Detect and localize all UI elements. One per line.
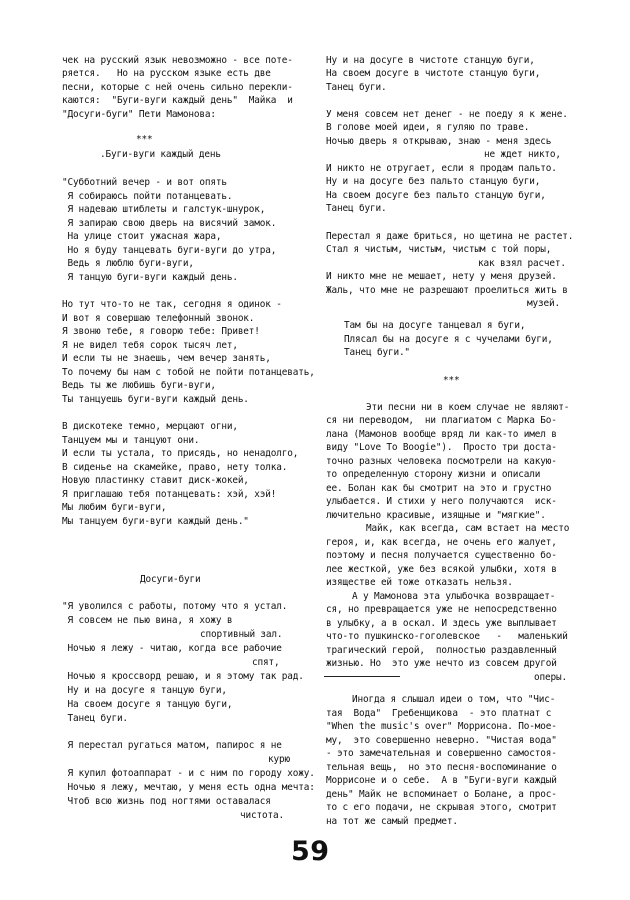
text-line: В сиденье на скамейке, право, нету толка. <box>62 462 288 473</box>
text-line: Мы любим буги-вуги, <box>62 502 167 513</box>
text-line: что-то пушкинско-гоголевское - маленький <box>326 631 568 642</box>
text-line: Майк, как всегда, сам встает на место <box>366 523 570 534</box>
text-line: Танцуем мы и танцуют они. <box>62 435 200 446</box>
text-line: На своем досуге в чистоте станцую буги, <box>326 68 541 79</box>
text-line: чистота. <box>240 810 284 821</box>
text-line: точно разных человека посмотрели на какую- <box>326 456 557 467</box>
text-line: Танец буги. <box>326 203 387 214</box>
text-line: Но тут что-то не так, сегодня я одинок - <box>62 299 282 310</box>
text-line: Чтоб всю жизнь под ногтями оставалася <box>62 796 271 807</box>
text-line: героя, и, как всегда, не очень его жалует, <box>326 537 557 548</box>
text-line: Иногда я слышал идеи о том, что "Чис- <box>352 694 556 705</box>
text-line: жизнью. Но это уже нечто из совсем другой <box>326 658 557 669</box>
text-line: лана (Мамонов вообще вряд ли как-то имел в <box>326 429 557 440</box>
text-line: Ведь я люблю буги-вуги, <box>62 258 194 269</box>
text-line: И если ты не знаешь, чем вечер занять, <box>62 353 271 364</box>
text-line: трагический герой, полностью раздавленный <box>326 645 557 656</box>
page-number: 59 <box>291 836 330 867</box>
text-line: Там бы на досуге танцевал я буги, <box>344 320 526 331</box>
text-line: Я не видел тебя сорок тысяч лет, <box>62 340 238 351</box>
text-line: Ночью я кроссворд решаю, и я этому так рад. <box>62 671 304 682</box>
text-line: песни, которые с ней очень сильно перекли- <box>62 82 293 93</box>
text-line: Я танцую буги-вуги каждый день. <box>62 272 238 283</box>
text-line: Я звоню тебе, я говорю тебе: Привет! <box>62 326 260 337</box>
text-line: лее жесткой, уже без всякой улыбки, хотя в <box>326 564 557 575</box>
text-line: Ну и на досуге в чистоте станцую буги, <box>326 55 535 66</box>
text-line: Я собираюсь пойти потанцевать. <box>62 191 233 202</box>
text-line: Ночью дверь я открываю, знаю - меня здесь <box>326 136 552 147</box>
text-line: Ведь ты же любишь буги-вуги, <box>62 380 216 391</box>
text-line: Но я буду танцевать буги-вуги до утра, <box>62 245 277 256</box>
text-line: в улыбку, а в оскал. И здесь уже выплывает <box>326 618 557 629</box>
text-line: На своем досуге без пальто станцую буги, <box>326 190 546 201</box>
text-line: то с его подачи, не скрывая этого, смотрит <box>326 802 557 813</box>
text-line: Танец буги. <box>62 713 128 724</box>
text-line: И никто мне не мешает, нету у меня друзей. <box>326 271 557 282</box>
text-line: Эти песни ни в коем случае не являют- <box>366 402 570 413</box>
text-line: Я приглашаю тебя потанцевать: хэй, хэй! <box>62 489 277 500</box>
text-line: "Субботний вечер - и вот опять <box>62 177 227 188</box>
text-line: В дискотеке темно, мерцают огни, <box>62 421 238 432</box>
text-line: тельная вещь, но это песня-воспоминание о <box>326 762 557 773</box>
poem-title: Досуги-буги <box>140 574 201 585</box>
text-line: Новую пластинку ставит диск-жокей, <box>62 475 249 486</box>
text-line: Я запираю свою дверь на висячий замок. <box>62 218 277 229</box>
text-line: чек на русский язык невозможно - все поте- <box>62 55 293 66</box>
text-line: тая Вода" Гребенщикова - это платнат с <box>326 708 552 719</box>
text-line: Ну и на досуге я танцую буги, <box>62 685 227 696</box>
text-line: То почему бы нам с тобой не пойти потанцевать, <box>62 367 315 378</box>
text-line: лючительно красивые, изящные и "мягкие". <box>326 510 546 521</box>
text-line: Ну и на досуге без пальто станцую буги, <box>326 176 541 187</box>
text-line: Я купил фотоаппарат - и с ним по городу хожу. <box>62 768 315 779</box>
text-line: Танец буги." <box>344 347 410 358</box>
text-line: Ночью я лежу, мечтаю, у меня есть одна мечта: <box>62 782 315 793</box>
text-line: На улице стоит ужасная жара, <box>62 231 222 242</box>
text-line: поэтому и песня получается существенно бо- <box>326 550 557 561</box>
text-line: "Досуги-буги" Пети Мамонова: <box>62 109 216 120</box>
text-line: виду "Love To Boogie"). Просто три доста- <box>326 442 557 453</box>
text-line: улыбается. И стихи у него получаются иск- <box>326 496 557 507</box>
divider-line <box>324 676 400 677</box>
text-line: Жаль, что мне не разрешают проелиться жить в <box>326 285 568 296</box>
text-line: каются: "Буги-вуги каждый день" Майка и <box>62 95 293 106</box>
text-line: - это замечательная и совершенно самостоя- <box>326 748 557 759</box>
section-separator: *** <box>136 134 153 145</box>
text-line: спортивный зал. <box>200 629 283 640</box>
text-line: Я перестал ругаться матом, папирос я не <box>62 740 282 751</box>
text-line: Мы танцуем буги-вуги каждый день." <box>62 516 249 527</box>
text-line: И никто не отругает, если я продам пальто. <box>326 163 557 174</box>
text-line: Моррисоне и о себе. А в "Буги-вуги каждый <box>326 775 557 786</box>
text-line: Ты танцуешь буги-вуги каждый день. <box>62 394 249 405</box>
text-line: музей. <box>527 298 560 309</box>
text-line: ся, но превращается уже не непосредственно <box>326 604 557 615</box>
text-line: ее. Болан как бы смотрит на это и грустно <box>326 483 552 494</box>
text-line: спят, <box>252 657 280 668</box>
text-line: ся ни переводом, ни плагиатом с Марка Бо- <box>326 415 557 426</box>
text-line: Плясал бы на досуге я с чучелами буги, <box>344 334 553 345</box>
text-line: Стал я чистым, чистым, чистым с той поры, <box>326 244 552 255</box>
text-line: И если ты устала, то присядь, но ненадолго, <box>62 448 299 459</box>
poem-title: .Буги-вуги каждый день <box>100 149 221 160</box>
text-line: Ночью я лежу - читаю, когда все рабочие <box>62 643 282 654</box>
text-line: оперы. <box>534 672 567 683</box>
text-line: Я надеваю штиблеты и галстук-шнурок, <box>62 204 266 215</box>
text-line: изяществе ей тоже отказать нельзя. <box>326 577 513 588</box>
text-line: курю <box>268 754 290 765</box>
text-line: На своем досуге я танцую буги, <box>62 699 233 710</box>
text-line: день" Майк не вспоминает о Болане, а прос- <box>326 789 557 800</box>
text-line: Перестал я даже бриться, но щетина не растет. <box>326 231 574 242</box>
text-line: то определенную сторону жизни и описали <box>326 469 541 480</box>
section-separator: *** <box>443 375 460 386</box>
text-line: му, это совершенно неверно. "Чистая вода" <box>326 735 557 746</box>
text-line: А у Мамонова эта улыбочка возвращает- <box>352 591 556 602</box>
text-line: как взял расчет. <box>478 258 566 269</box>
text-line: Я совсем не пью вина, я хожу в <box>62 615 233 626</box>
text-line: В голове моей идеи, я гуляю по траве. <box>326 122 530 133</box>
text-line: У меня совсем нет денег - не поеду я к жене. <box>326 109 568 120</box>
text-line: на тот же самый предмет. <box>326 816 458 827</box>
text-line: ряется. Но на русском языке есть две <box>62 68 271 79</box>
text-line: И вот я совершаю телефонный звонок. <box>62 313 255 324</box>
text-line: "Я уволился с работы, потому что я устал. <box>62 601 288 612</box>
text-line: "When the music's over" Моррисона. По-мое- <box>326 721 557 732</box>
text-line: Танец буги. <box>326 82 387 93</box>
text-line: не ждет никто, <box>484 149 561 160</box>
